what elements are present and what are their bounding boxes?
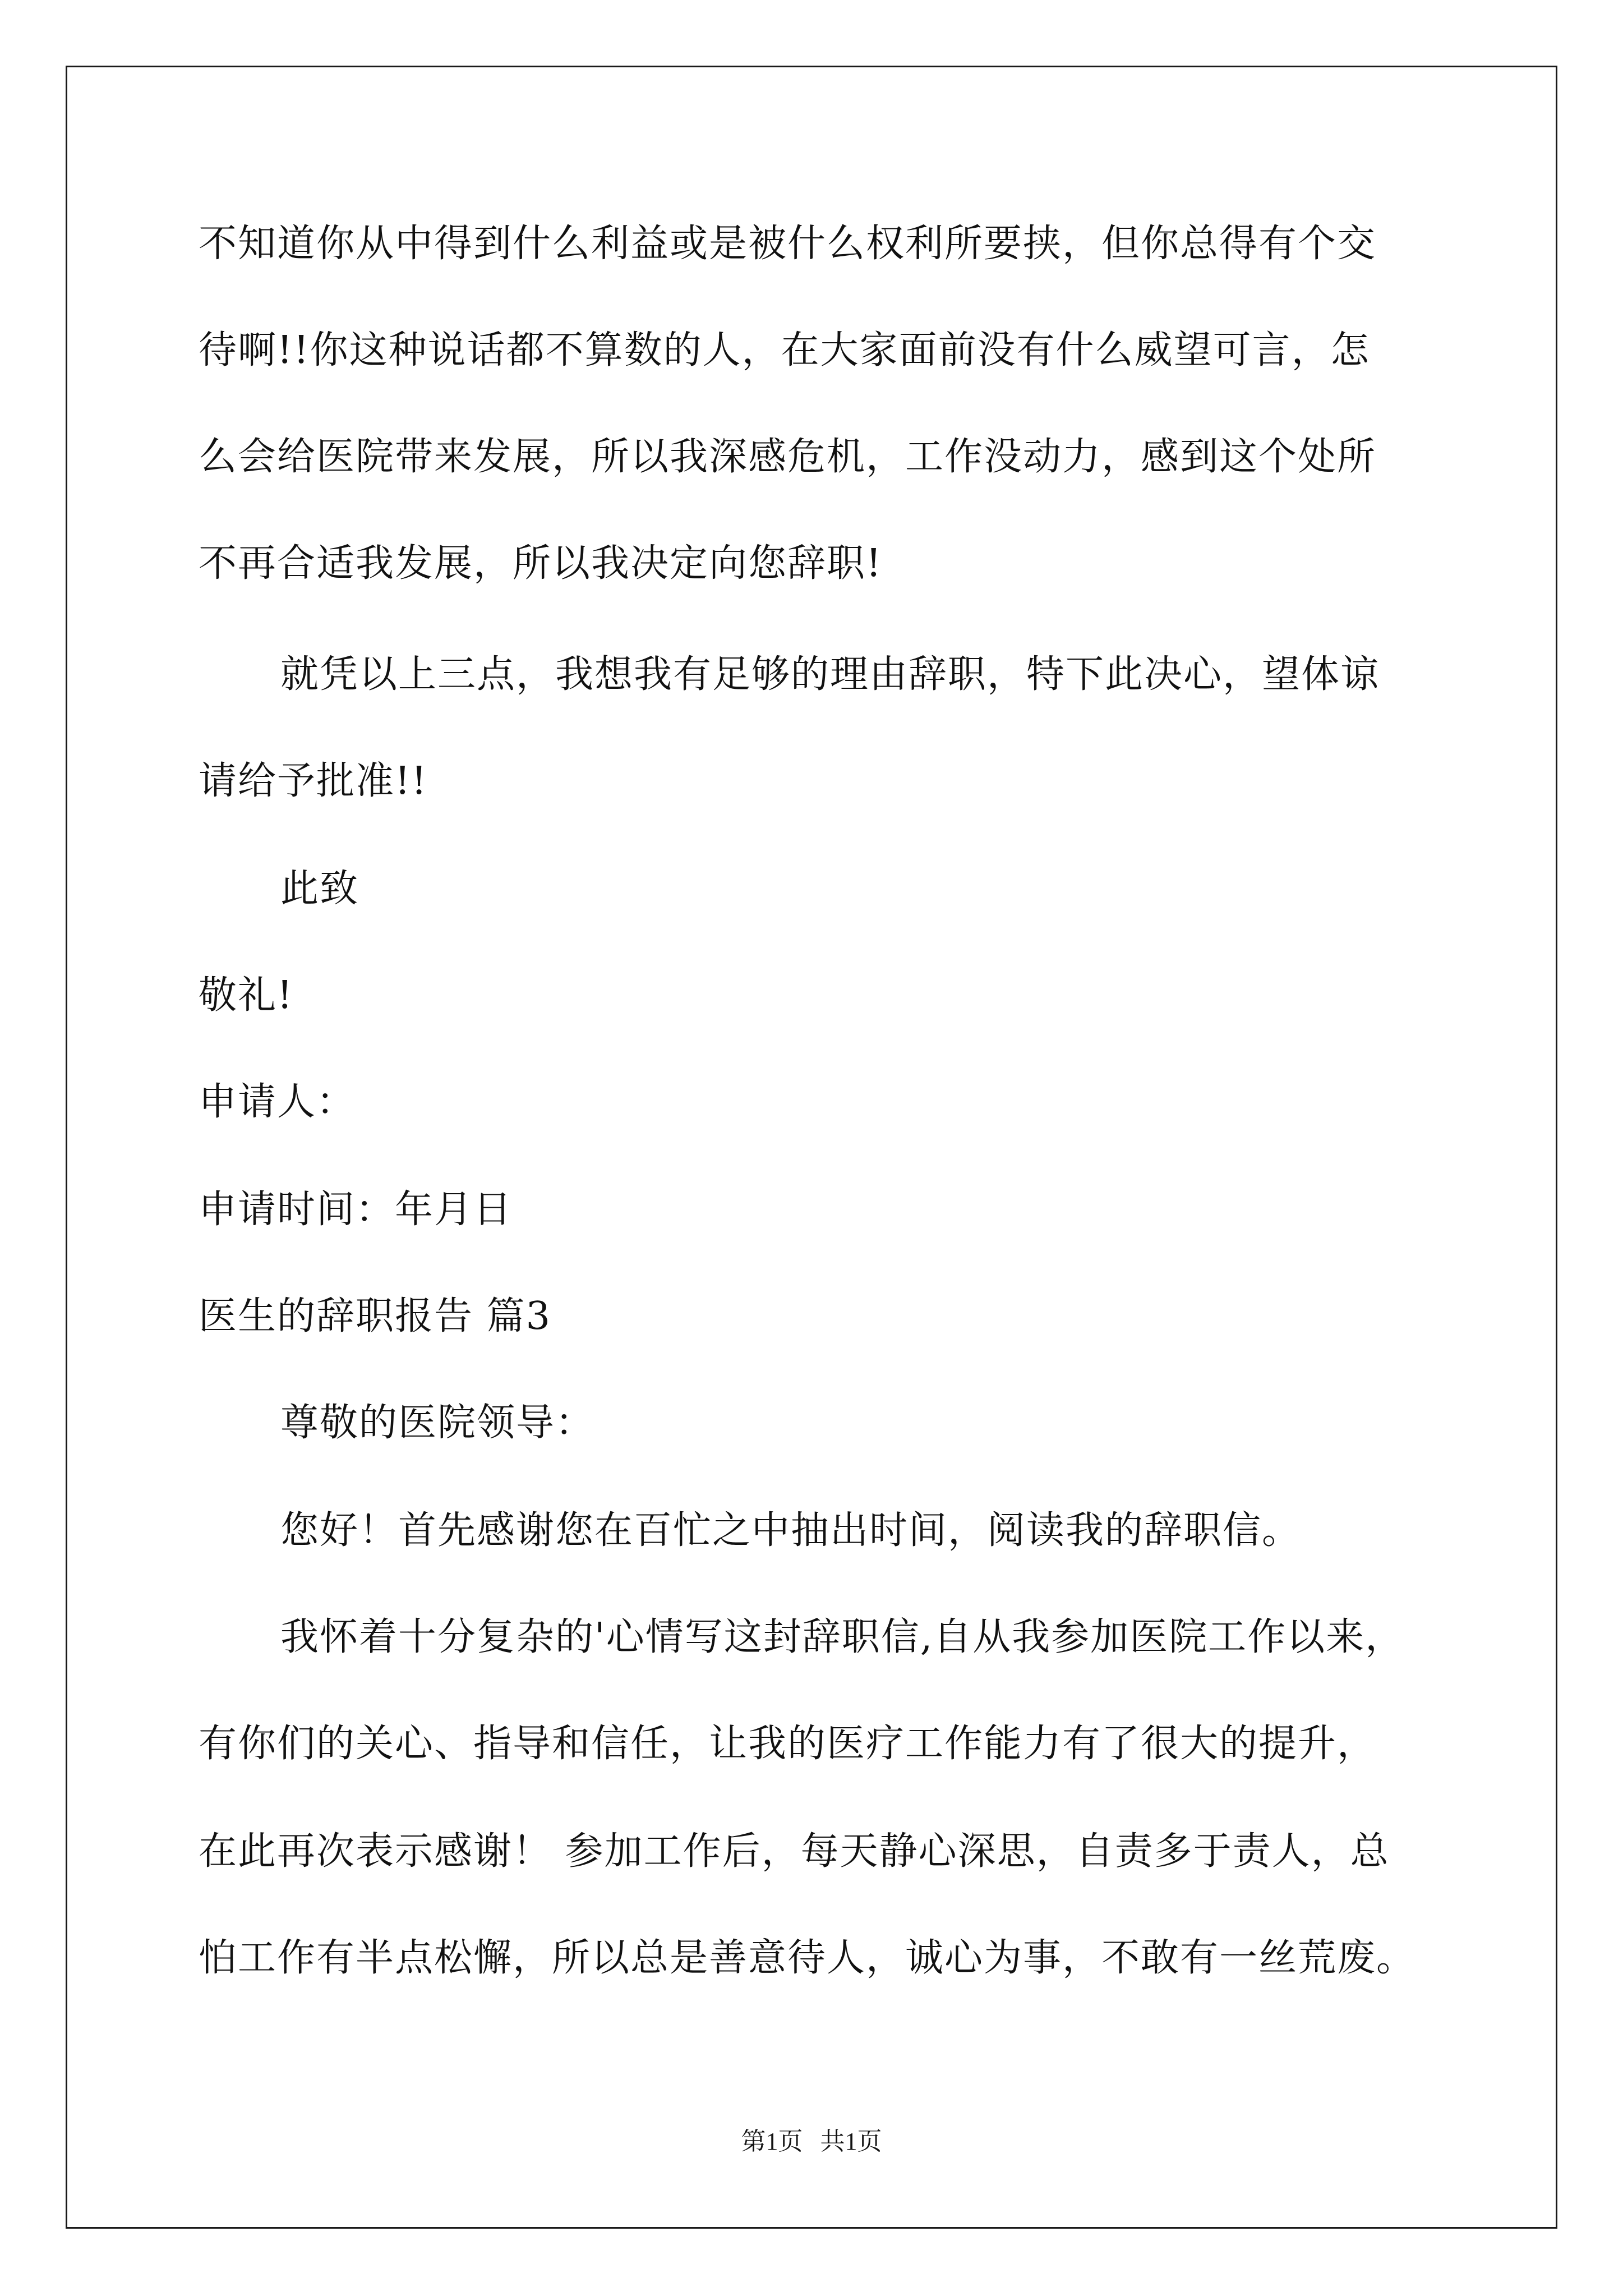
body-line-9: 有你们的关心、指导和信任，让我的医疗工作能力有了很大的提升， (199, 1722, 1377, 1766)
section-title: 医生的辞职报告 篇3 (199, 1294, 551, 1338)
body-line-1: 不知道你从中得到什么利益或是被什么权利所要挟，但你总得有个交 (199, 222, 1377, 266)
closing-salutation: 此致 (280, 867, 359, 911)
page-border (66, 66, 1557, 2229)
body-line-7: 您好！首先感谢您在百忙之中抽出时间，阅读我的辞职信。 (280, 1508, 1302, 1553)
body-line-4: 不再合适我发展，所以我决定向您辞职! (199, 541, 883, 586)
page-total: 共1页 (820, 2128, 882, 2155)
body-line-5: 就凭以上三点，我想我有足够的理由辞职，特下此决心，望体谅 (280, 652, 1380, 697)
body-line-11: 怕工作有半点松懈，所以总是善意待人，诚心为事，不敢有一丝荒废。 (199, 1936, 1416, 1980)
page-number: 第1页 (741, 2128, 803, 2155)
page-footer (0, 2126, 1623, 2157)
body-line-2: 待啊!!你这种说话都不算数的人，在大家面前没有什么威望可言，怎 (199, 328, 1370, 372)
applicant-label: 申请人： (199, 1080, 356, 1124)
body-line-3: 么会给医院带来发展，所以我深感危机，工作没动力，感到这个处所 (199, 435, 1377, 479)
body-line-10: 在此再次表示感谢！ 参加工作后，每天静心深思，自责多于责人，总 (199, 1829, 1390, 1874)
application-date-label: 申请时间：年月日 (199, 1188, 513, 1232)
body-line-6: 请给予批准!! (199, 759, 428, 803)
closing-regards: 敬礼! (199, 973, 294, 1018)
greeting: 尊敬的医院领导： (280, 1401, 595, 1445)
body-line-8: 我怀着十分复杂的'心情写这封辞职信,自从我参加医院工作以来， (280, 1615, 1405, 1659)
